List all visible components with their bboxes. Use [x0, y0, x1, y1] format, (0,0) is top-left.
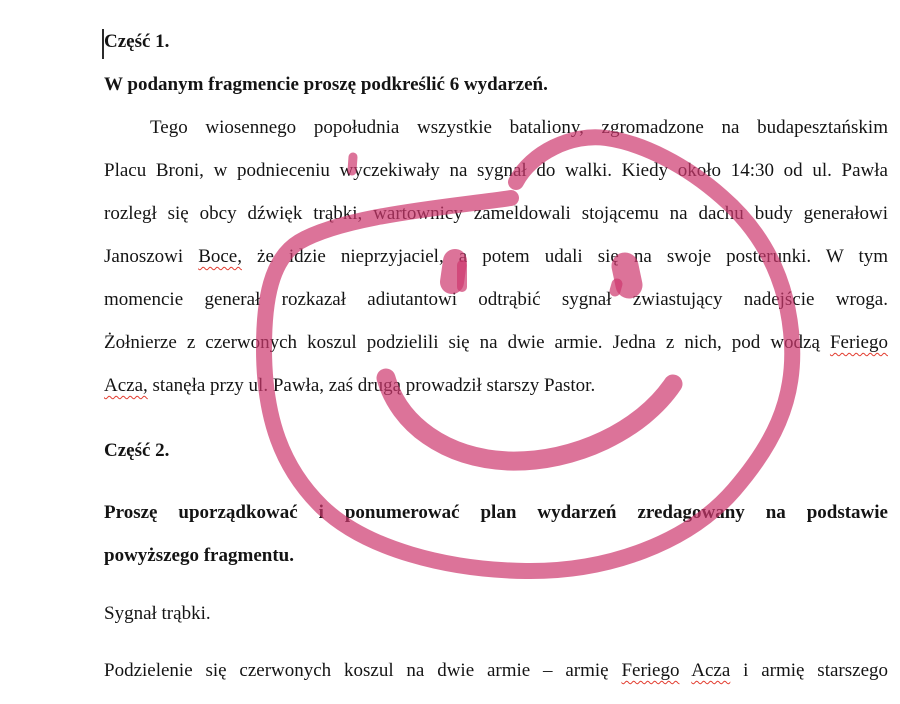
document-text[interactable]: [104, 20, 888, 692]
text-segment: że idzie nieprzyjaciel, a potem udali się na swoje posterunki. W tym: [241, 246, 888, 267]
text-line: [104, 235, 888, 278]
text-segment: Tego wiosennego popołudnia wszystkie bataliony, zgromadzone na budapesztańskim: [150, 117, 888, 138]
misspelled-word: Boce,: [198, 246, 242, 267]
text-line: [104, 149, 888, 192]
text-line: [104, 429, 888, 472]
text-segment: Część 1.: [104, 31, 170, 52]
text-line: [104, 192, 888, 235]
text-line: [104, 321, 888, 364]
text-line: [104, 592, 888, 635]
text-line: [104, 106, 888, 149]
text-line: [104, 20, 888, 63]
misspelled-word: Acza: [691, 660, 731, 681]
text-segment: [679, 660, 691, 681]
text-segment: W podanym fragmencie proszę podkreślić 6 wydarzeń.: [104, 74, 548, 95]
text-segment: Część 2.: [104, 440, 170, 461]
misspelled-word: Feriego: [829, 332, 888, 353]
text-segment: momencie generał rozkazał adiutantowi odtrąbić sygnał zwiastujący nadejście wroga.: [104, 289, 888, 310]
text-line: [104, 364, 888, 407]
misspelled-word: Feriego: [621, 660, 680, 681]
text-segment: i armię starszego: [730, 660, 888, 681]
text-segment: Proszę uporządkować i ponumerować plan wydarzeń zredagowany na podstawie: [104, 502, 888, 523]
text-line: [104, 63, 888, 106]
text-line: [104, 649, 888, 692]
misspelled-word: Acza,: [104, 375, 148, 396]
text-segment: Sygnał trąbki.: [104, 603, 211, 624]
text-segment: stanęła przy ul. Pawła, zaś drugą prowadził starszy Pastor.: [147, 375, 596, 396]
text-segment: Żołnierze z czerwonych koszul podzielili się na dwie armie. Jedna z nich, pod wodzą: [104, 332, 830, 353]
text-segment: powyższego fragmentu.: [104, 545, 294, 566]
text-line: [104, 278, 888, 321]
text-segment: rozległ się obcy dźwięk trąbki, wartownicy zameldowali stojącemu na dachu budy generałowi: [104, 203, 888, 224]
text-line: [104, 534, 888, 577]
text-segment: Placu Broni, w podnieceniu wyczekiwały na sygnał do walki. Kiedy około 14:30 od ul. Pawła: [104, 160, 888, 181]
text-line: [104, 491, 888, 534]
text-cursor: [102, 29, 104, 59]
text-segment: Janoszowi: [104, 246, 199, 267]
text-segment: Podzielenie się czerwonych koszul na dwie armie – armię: [104, 660, 622, 681]
